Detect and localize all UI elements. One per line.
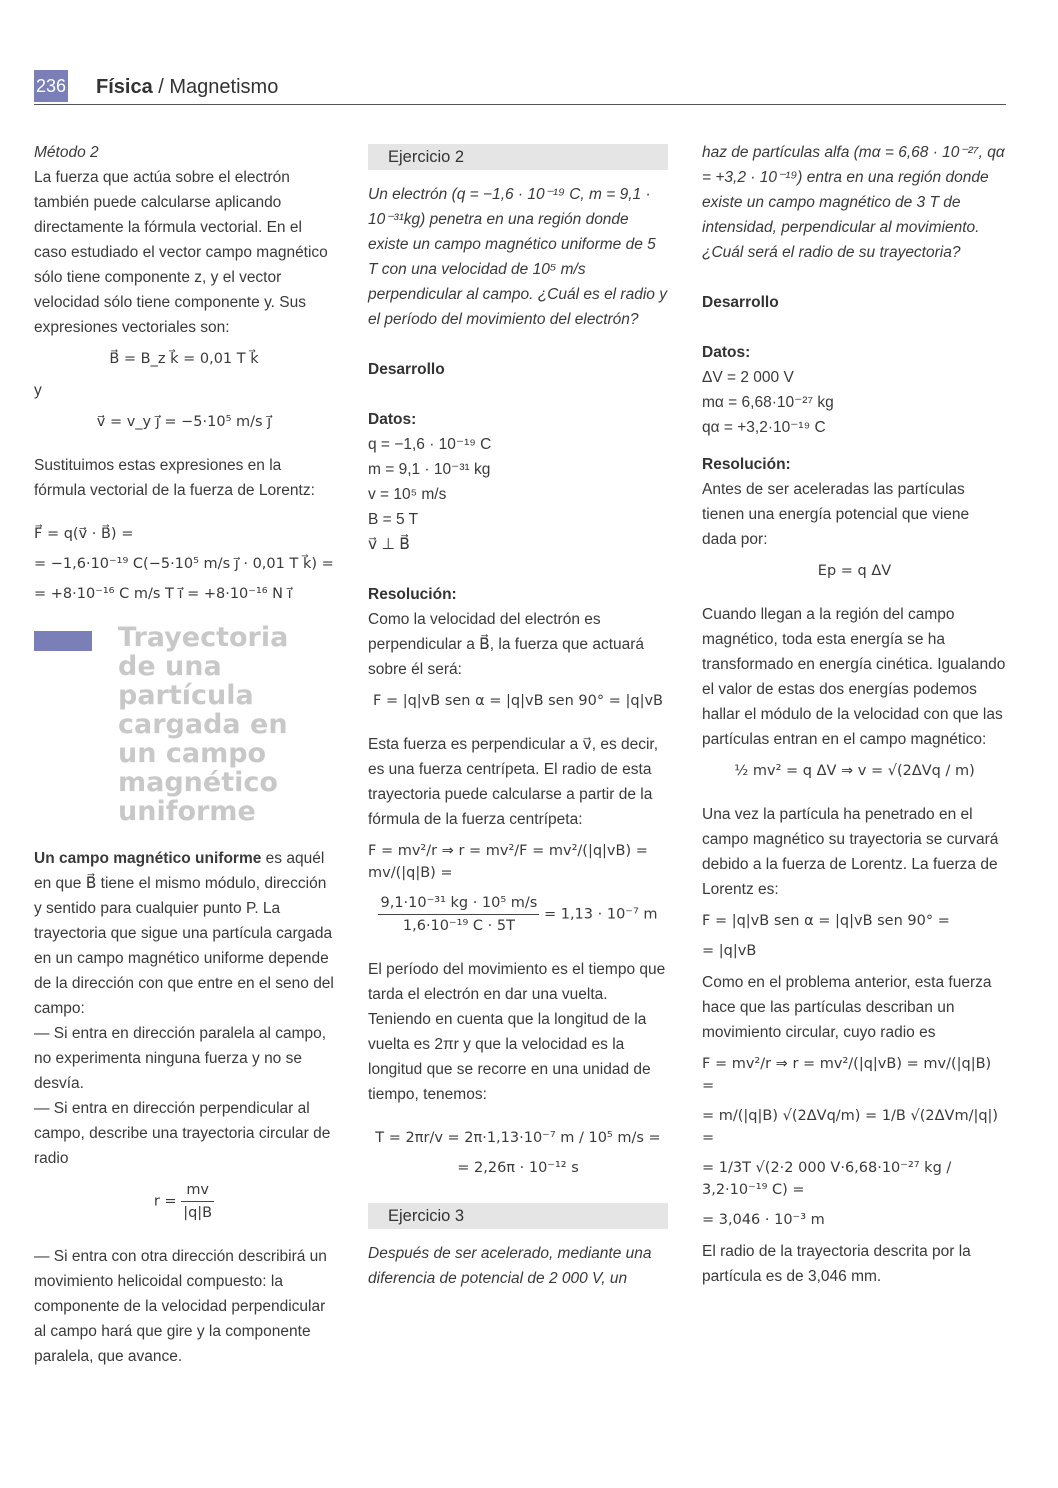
paragraph: — Si entra en dirección paralela al campo, no experimenta ninguna fuerza y no se desvía.: [34, 1025, 327, 1092]
equation-F3: = +8·10⁻¹⁶ C m/s T i⃗ = +8·10⁻¹⁶ N i⃗: [34, 586, 292, 602]
equation-F2: = −1,6·10⁻¹⁹ C(−5·10⁵ m/s j⃗ · 0,01 T k⃗) =: [34, 556, 334, 572]
bold-term: Un campo magnético uniforme: [34, 850, 262, 867]
page-number: 236: [34, 70, 68, 102]
data-line: qα = +3,2·10⁻¹⁹ C: [702, 419, 826, 436]
running-header: [96, 76, 278, 99]
paragraph: Esta fuerza es perpendicular a v⃗, es decir, es una fuerza centrípeta. El radio de esta trayectoria puede calcularse a partir de la fórmula de la fuerza centrípeta:: [368, 736, 659, 828]
section-marker: [34, 631, 92, 651]
header-subject: Física: [96, 76, 153, 98]
exercise-2-title: Ejercicio 2: [368, 144, 668, 170]
equation-v: v⃗ = v_y j⃗ = −5·10⁵ m/s j⃗: [96, 414, 272, 430]
equation-result: = 1,13 · 10⁻⁷ m: [543, 906, 658, 923]
data-line: ΔV = 2 000 V: [702, 369, 794, 386]
section-title: Trayectoria de una partícula cargada en un campo magnético uniforme: [118, 622, 289, 827]
data-line: v = 10⁵ m/s: [368, 486, 447, 503]
conjunction: y: [34, 382, 42, 399]
equation-centripetal: F = mv²/r ⇒ r = mv²/F = mv²/(|q|vB) = mv/(|q|B) =: [368, 843, 648, 881]
equation-lhs: r =: [153, 1193, 177, 1210]
paragraph: Antes de ser aceleradas las partículas tienen una energía potencial que viene dada por:: [702, 481, 970, 548]
paragraph: La fuerza que actúa sobre el electrón también puede calcularse aplicando directamente la fórmula vectorial. En el caso estudiado el vector campo magnético sólo tiene componente z, y el vector velocidad sólo tiene componente y. Sus expresiones vectoriales son:: [34, 169, 328, 336]
paragraph: [34, 846, 334, 1021]
data-line: m = 9,1 · 10⁻³¹ kg: [368, 461, 491, 478]
exercise-2-statement: Un electrón (q = −1,6 · 10⁻¹⁹ C, m = 9,1 · 10⁻³¹kg) penetra en una región donde existe un campo magnético uniforme de 5 T con una velocidad de 10⁵ m/s perpendicular al campo. ¿Cuál es el radio y el período del movimiento del electrón?: [368, 186, 667, 328]
equation-radius: [34, 1179, 334, 1224]
equation-period: T = 2πr/v = 2π·1,13·10⁻⁷ m / 10⁵ m/s =: [375, 1130, 661, 1146]
equation-F1: F⃗ = q(v⃗ · B⃗) =: [34, 526, 134, 542]
equation-B: B⃗ = B_z k⃗ = 0,01 T k⃗: [109, 351, 259, 367]
method-label: Método 2: [34, 144, 99, 161]
paragraph: Una vez la partícula ha penetrado en el campo magnético su trayectoria se curvará debido a la fuerza de Lorentz. La fuerza de Lorentz es:: [702, 806, 999, 898]
paragraph: Cuando llegan a la región del campo magnético, toda esta energía se ha transformado en energía cinética. Igualando el valor de estas dos energías podemos hallar el módulo de la velocidad con que las partículas entran en el campo magnético:: [702, 606, 1006, 748]
datos-heading: Datos:: [702, 344, 751, 361]
paragraph: El radio de la trayectoria descrita por la partícula es de 3,046 mm.: [702, 1243, 971, 1285]
equation-potential-energy: Ep = q ΔV: [817, 563, 892, 579]
header-topic: Magnetismo: [169, 76, 279, 98]
desarrollo-heading: Desarrollo: [702, 294, 779, 311]
column-1: [34, 140, 334, 1369]
resolucion-heading: Resolución:: [368, 586, 457, 603]
paragraph: Como en el problema anterior, esta fuerza hace que las partículas describan un movimiento circular, cuyo radio es: [702, 974, 992, 1041]
paragraph: — Si entra con otra dirección describirá un movimiento helicoidal compuesto: la componente de la velocidad perpendicular al campo hará que gire y la componente paralela, que avance.: [34, 1248, 327, 1365]
section-heading: [34, 623, 334, 826]
equation-lorentz-2: = |q|vB: [702, 943, 757, 959]
data-line: v⃗ ⊥ B⃗: [368, 536, 410, 553]
data-line: B = 5 T: [368, 511, 419, 528]
data-line: mα = 6,68·10⁻²⁷ kg: [702, 394, 834, 411]
paragraph: El período del movimiento es el tiempo que tarda el electrón en dar una vuelta. Teniendo en cuenta que la longitud de la vuelta es 2πr y que la velocidad es la longitud que se recorre en una unidad de tiempo, tenemos:: [368, 961, 666, 1103]
equation-radius-1: F = mv²/r ⇒ r = mv²/(|q|vB) = mv/(|q|B) =: [702, 1056, 992, 1094]
data-line: q = −1,6 · 10⁻¹⁹ C: [368, 436, 492, 453]
datos-heading: Datos:: [368, 411, 417, 428]
column-3: [702, 140, 1007, 1289]
fraction: [181, 1179, 214, 1224]
paragraph: — Si entra en dirección perpendicular al campo, describe una trayectoria circular de radio: [34, 1100, 331, 1167]
equation-period-result: = 2,26π · 10⁻¹² s: [457, 1160, 579, 1176]
numerator: mv: [181, 1179, 214, 1202]
fraction: [378, 892, 539, 937]
desarrollo-heading: Desarrollo: [368, 361, 445, 378]
exercise-3-title: Ejercicio 3: [368, 1203, 668, 1229]
denominator: |q|B: [183, 1205, 213, 1221]
equation-force: F = |q|vB sen α = |q|vB sen 90° = |q|vB: [373, 693, 663, 709]
paragraph-rest: es aquél en que B⃗ tiene el mismo módulo, dirección y sentido para cualquier punto P. La trayectoria que sigue una partícula cargada en un campo magnético uniforme depende de la dirección con que entre en el seno del campo:: [34, 850, 334, 1017]
equation-velocity: ½ mv² = q ΔV ⇒ v = √(2ΔVq / m): [734, 763, 975, 779]
equation-radius-value: [368, 892, 668, 937]
equation-lorentz-1: F = |q|vB sen α = |q|vB sen 90° =: [702, 913, 950, 929]
header-separator: /: [152, 76, 170, 98]
header-rule: [34, 104, 1006, 105]
paragraph: Como la velocidad del electrón es perpendicular a B⃗, la fuerza que actuará sobre él será:: [368, 611, 645, 678]
denominator: 1,6·10⁻¹⁹ C · 5T: [402, 918, 515, 934]
exercise-3-statement: Después de ser acelerado, mediante una diferencia de potencial de 2 000 V, un: [368, 1245, 652, 1287]
exercise-3-statement-cont: haz de partículas alfa (mα = 6,68 · 10⁻²⁷, qα = +3,2 · 10⁻¹⁹) entra en una región donde existe un campo magnético de 3 T de intensidad, perpendicular al movimiento. ¿Cuál será el radio de su trayectoria?: [702, 144, 1005, 261]
equation-radius-2: = m/(|q|B) √(2ΔVq/m) = 1/B √(2ΔVm/|q|) =: [702, 1108, 999, 1146]
equation-radius-4: = 3,046 · 10⁻³ m: [702, 1212, 825, 1228]
equation-radius-3: = 1/3T √(2·2 000 V·6,68·10⁻²⁷ kg / 3,2·10⁻¹⁹ C) =: [702, 1160, 952, 1198]
paragraph: Sustituimos estas expresiones en la fórmula vectorial de la fuerza de Lorentz:: [34, 457, 315, 499]
resolucion-heading: Resolución:: [702, 456, 791, 473]
column-2: [368, 140, 668, 1291]
numerator: 9,1·10⁻³¹ kg · 10⁵ m/s: [378, 892, 539, 915]
